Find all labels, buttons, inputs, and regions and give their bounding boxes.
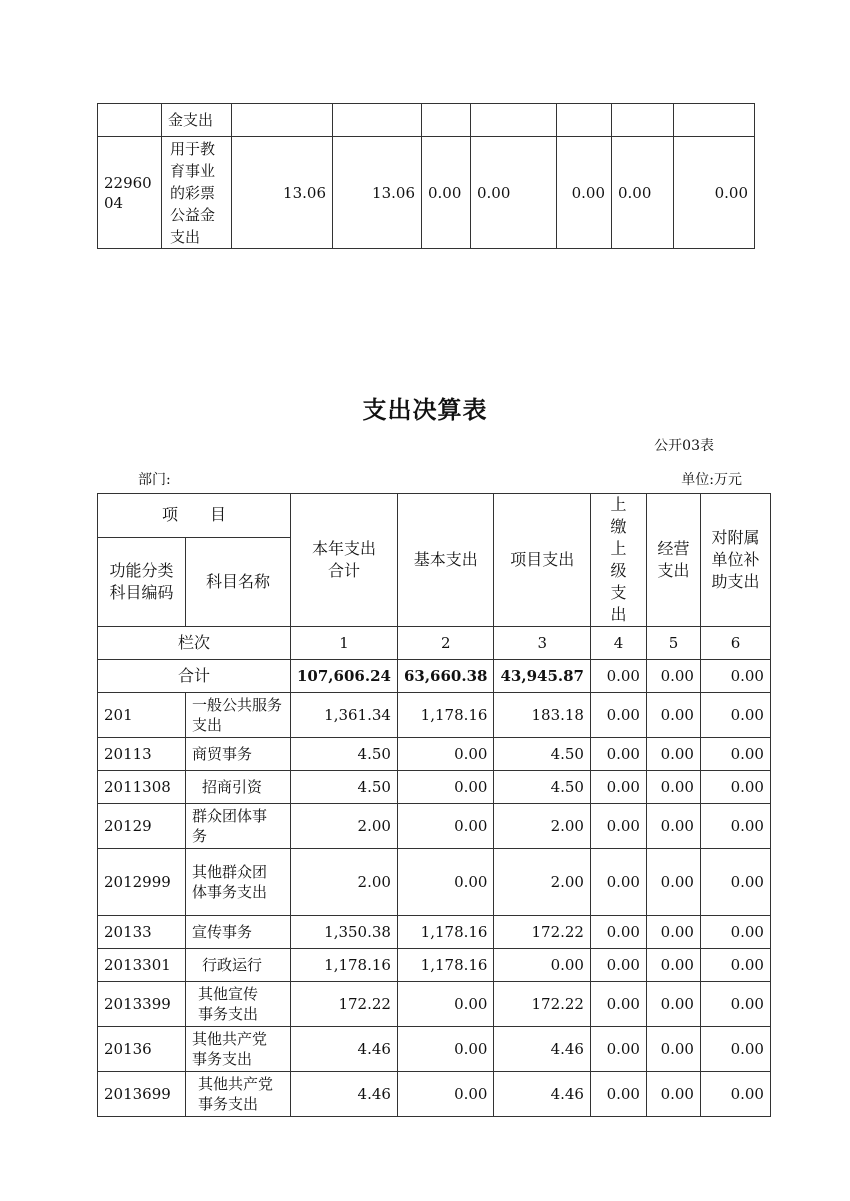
table-row — [98, 693, 771, 738]
header-project: 项目支出 — [494, 494, 591, 627]
name-cell: 群众团体事务 — [186, 804, 291, 849]
value-cell: 1,178.16 — [291, 949, 398, 982]
value-cell: 0.00 — [397, 849, 494, 916]
unit-label: 单位:万元 — [681, 472, 742, 488]
value-cell: 0.00 — [700, 738, 770, 771]
code-cell: 20136 — [98, 1027, 186, 1072]
page-title: 支出决算表 — [362, 395, 488, 424]
header-total: 本年支出合计 — [291, 494, 398, 627]
value-cell: 0.00 — [612, 137, 674, 249]
name-cell: 行政运行 — [186, 949, 291, 982]
value-cell: 0.00 — [674, 137, 755, 249]
name-cell: 商贸事务 — [186, 738, 291, 771]
value-cell: 172.22 — [494, 916, 591, 949]
value-cell: 0.00 — [397, 1027, 494, 1072]
code-cell — [98, 104, 162, 137]
value-cell: 0.00 — [422, 137, 471, 249]
value-cell: 0.00 — [590, 738, 646, 771]
column-number: 4 — [590, 627, 646, 660]
table-row — [98, 949, 771, 982]
table-row — [98, 771, 771, 804]
table-row — [98, 738, 771, 771]
value-cell: 0.00 — [397, 982, 494, 1027]
total-value: 0.00 — [646, 660, 700, 693]
column-number: 6 — [700, 627, 770, 660]
header-row — [98, 494, 771, 538]
value-cell: 2.00 — [291, 804, 398, 849]
code-cell: 2013301 — [98, 949, 186, 982]
continuation-table — [97, 103, 755, 249]
table-row — [98, 1027, 771, 1072]
header-business: 经营支出 — [646, 494, 700, 627]
value-cell: 0.00 — [700, 771, 770, 804]
value-cell: 13.06 — [232, 137, 333, 249]
name-cell: 用于教育事业的彩票公益金支出 — [162, 137, 232, 249]
total-row — [98, 660, 771, 693]
column-number: 1 — [291, 627, 398, 660]
form-code: 公开03表 — [654, 438, 714, 454]
code-cell: 20129 — [98, 804, 186, 849]
table-row — [98, 849, 771, 916]
expenditure-table — [97, 493, 771, 1117]
value-cell: 0.00 — [646, 916, 700, 949]
value-cell — [674, 104, 755, 137]
value-cell — [333, 104, 422, 137]
value-cell: 2.00 — [291, 849, 398, 916]
value-cell: 4.50 — [494, 771, 591, 804]
department-label: 部门: — [138, 472, 171, 488]
header-name: 科目名称 — [186, 537, 291, 626]
table-row — [98, 1072, 771, 1117]
value-cell: 0.00 — [700, 693, 770, 738]
header-subsidy: 对附属单位补助支出 — [700, 494, 770, 627]
name-cell: 其他共产党事务支出 — [186, 1027, 291, 1072]
column-number-row — [98, 627, 771, 660]
value-cell: 1,178.16 — [397, 916, 494, 949]
value-cell — [422, 104, 471, 137]
header-code: 功能分类科目编码 — [98, 537, 186, 626]
value-cell: 0.00 — [590, 982, 646, 1027]
value-cell: 1,350.38 — [291, 916, 398, 949]
value-cell: 4.50 — [494, 738, 591, 771]
code-cell: 20133 — [98, 916, 186, 949]
column-number: 5 — [646, 627, 700, 660]
column-number: 2 — [397, 627, 494, 660]
value-cell: 172.22 — [494, 982, 591, 1027]
value-cell: 4.46 — [291, 1027, 398, 1072]
name-cell: 宣传事务 — [186, 916, 291, 949]
value-cell: 0.00 — [700, 916, 770, 949]
value-cell: 183.18 — [494, 693, 591, 738]
value-cell: 0.00 — [471, 137, 557, 249]
name-cell: 金支出 — [162, 104, 232, 137]
value-cell: 4.46 — [291, 1072, 398, 1117]
total-value: 107,606.24 — [291, 660, 398, 693]
value-cell: 1,178.16 — [397, 949, 494, 982]
value-cell: 0.00 — [646, 1072, 700, 1117]
value-cell: 0.00 — [700, 982, 770, 1027]
value-cell: 0.00 — [646, 849, 700, 916]
value-cell: 0.00 — [494, 949, 591, 982]
column-label: 栏次 — [98, 627, 291, 660]
header-item: 项 目 — [98, 494, 291, 538]
header-remit: 上缴上级支出 — [590, 494, 646, 627]
value-cell: 0.00 — [700, 804, 770, 849]
value-cell: 0.00 — [646, 804, 700, 849]
value-cell: 0.00 — [397, 1072, 494, 1117]
value-cell: 0.00 — [700, 1027, 770, 1072]
total-value: 0.00 — [700, 660, 770, 693]
value-cell: 4.46 — [494, 1027, 591, 1072]
header-basic: 基本支出 — [397, 494, 494, 627]
total-value: 0.00 — [590, 660, 646, 693]
value-cell: 13.06 — [333, 137, 422, 249]
value-cell: 0.00 — [590, 949, 646, 982]
value-cell: 0.00 — [397, 804, 494, 849]
code-cell: 20113 — [98, 738, 186, 771]
code-cell: 2296004 — [98, 137, 162, 249]
total-value: 43,945.87 — [494, 660, 591, 693]
name-cell: 其他宣传事务支出 — [186, 982, 291, 1027]
name-cell: 招商引资 — [186, 771, 291, 804]
name-cell: 其他群众团体事务支出 — [186, 849, 291, 916]
value-cell: 0.00 — [700, 1072, 770, 1117]
value-cell: 0.00 — [646, 693, 700, 738]
code-cell: 2013699 — [98, 1072, 186, 1117]
value-cell: 0.00 — [397, 771, 494, 804]
value-cell: 2.00 — [494, 804, 591, 849]
value-cell: 4.46 — [494, 1072, 591, 1117]
value-cell — [612, 104, 674, 137]
table-row — [98, 104, 755, 137]
value-cell: 0.00 — [590, 916, 646, 949]
total-value: 63,660.38 — [397, 660, 494, 693]
value-cell: 0.00 — [590, 693, 646, 738]
value-cell: 0.00 — [646, 982, 700, 1027]
value-cell: 172.22 — [291, 982, 398, 1027]
value-cell: 0.00 — [646, 771, 700, 804]
table-row — [98, 137, 755, 249]
value-cell — [471, 104, 557, 137]
table-row — [98, 916, 771, 949]
code-cell: 201 — [98, 693, 186, 738]
value-cell — [232, 104, 333, 137]
value-cell: 0.00 — [590, 849, 646, 916]
value-cell: 0.00 — [397, 738, 494, 771]
table-row — [98, 982, 771, 1027]
code-cell: 2013399 — [98, 982, 186, 1027]
value-cell: 4.50 — [291, 738, 398, 771]
name-cell: 一般公共服务支出 — [186, 693, 291, 738]
value-cell: 1,361.34 — [291, 693, 398, 738]
value-cell: 0.00 — [646, 1027, 700, 1072]
table-row — [98, 804, 771, 849]
value-cell: 0.00 — [646, 738, 700, 771]
value-cell: 4.50 — [291, 771, 398, 804]
code-cell: 2011308 — [98, 771, 186, 804]
code-cell: 2012999 — [98, 849, 186, 916]
column-number: 3 — [494, 627, 591, 660]
value-cell: 0.00 — [590, 771, 646, 804]
value-cell: 0.00 — [700, 849, 770, 916]
value-cell: 0.00 — [590, 804, 646, 849]
value-cell — [557, 104, 612, 137]
value-cell: 0.00 — [646, 949, 700, 982]
value-cell: 0.00 — [557, 137, 612, 249]
value-cell: 2.00 — [494, 849, 591, 916]
total-label: 合计 — [98, 660, 291, 693]
name-cell: 其他共产党事务支出 — [186, 1072, 291, 1117]
value-cell: 0.00 — [590, 1027, 646, 1072]
value-cell: 1,178.16 — [397, 693, 494, 738]
value-cell: 0.00 — [590, 1072, 646, 1117]
value-cell: 0.00 — [700, 949, 770, 982]
